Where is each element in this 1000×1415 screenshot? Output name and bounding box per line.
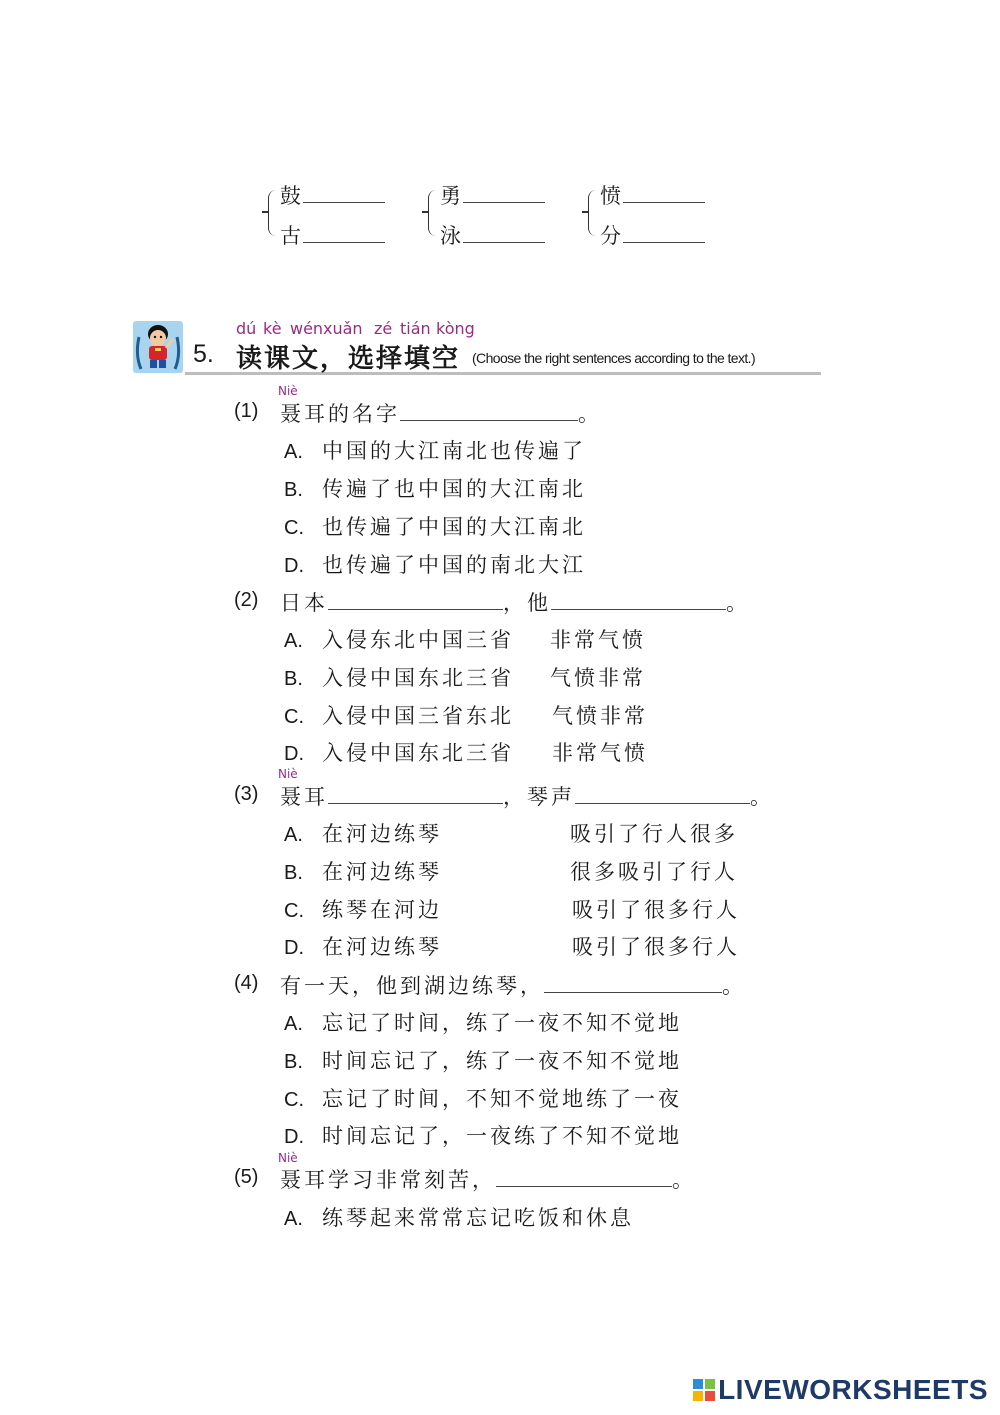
question-2-number: (2) [234, 589, 259, 611]
q4-option-b[interactable]: B. 时间忘记了，练了一夜不知不觉地 [284, 1049, 682, 1073]
q3-option-c[interactable]: C. 练琴在河边 吸引了很多行人 [284, 898, 740, 922]
liveworksheets-brand: LIVEWORKSHEETS [718, 1374, 988, 1405]
question-3-number: (3) [234, 783, 259, 805]
q1-option-d[interactable]: D. 也传遍了中国的南北大江 [284, 553, 586, 577]
q4-option-a[interactable]: A. 忘记了时间，练了一夜不知不觉地 [284, 1011, 682, 1035]
blank-q4[interactable] [544, 972, 722, 993]
q2-option-b[interactable]: B. 入侵中国东北三省 气愤非常 [284, 666, 646, 690]
q1-option-b[interactable]: B. 传遍了也中国的大江南北 [284, 477, 586, 501]
group-2-bottom-char: 泳 [440, 224, 461, 248]
question-1-number: (1) [234, 400, 259, 422]
q2-option-a[interactable]: A. 入侵东北中国三省 非常气愤 [284, 628, 646, 652]
group-1-top-char: 鼓 [280, 184, 301, 208]
pinyin-ze: zé [374, 319, 393, 338]
pinyin-kong: kòng [436, 319, 475, 338]
ruby-nie: Niè [278, 1151, 298, 1165]
brace-icon [588, 190, 597, 236]
ruby-nie: Niè [278, 767, 298, 781]
pinyin-du: dú [236, 319, 257, 338]
q3-option-b[interactable]: B. 在河边练琴 很多吸引了行人 [284, 860, 738, 884]
pinyin-xuan: xuǎn [323, 319, 363, 338]
q2-option-c[interactable]: C. 入侵中国三省东北 气愤非常 [284, 704, 648, 728]
blank-group-1-bottom[interactable] [303, 224, 385, 243]
section-title: 读课文，选择填空 [236, 344, 461, 374]
blank-q1[interactable] [400, 400, 578, 421]
blank-q3-first[interactable] [328, 783, 503, 804]
group-2-top-char: 勇 [440, 184, 461, 208]
question-4-stem: 有一天，他到湖边练琴， 。 [280, 974, 746, 998]
group-3-top-char: 愤 [600, 184, 621, 208]
word-group-3 [588, 178, 718, 248]
q3-option-a[interactable]: A. 在河边练琴 吸引了行人很多 [284, 822, 738, 846]
q4-option-d[interactable]: D. 时间忘记了，一夜练了不知不觉地 [284, 1124, 682, 1148]
liveworksheets-icon [693, 1379, 715, 1401]
blank-group-2-top[interactable] [463, 184, 545, 203]
brace-icon [428, 190, 437, 236]
brace-icon [268, 190, 277, 236]
question-1-stem: 聂耳的名字 。 [280, 402, 602, 426]
question-4-number: (4) [234, 972, 259, 994]
pinyin-ke: kè [263, 319, 282, 338]
blank-q5[interactable] [496, 1166, 672, 1187]
word-group-2 [428, 178, 558, 248]
blank-group-2-bottom[interactable] [463, 224, 545, 243]
blank-q2-second[interactable] [551, 589, 726, 610]
question-3-stem: 聂耳 ，琴声 。 [280, 785, 774, 809]
question-5-number: (5) [234, 1166, 259, 1188]
q5-option-a[interactable]: A. 练琴起来常常忘记吃饭和休息 [284, 1206, 634, 1230]
question-2-stem: 日本 ，他 。 [280, 591, 750, 615]
group-1-bottom-char: 古 [280, 224, 301, 248]
q3-option-d[interactable]: D. 在河边练琴 吸引了很多行人 [284, 935, 740, 959]
blank-group-3-top[interactable] [623, 184, 705, 203]
group-3-bottom-char: 分 [600, 224, 621, 248]
blank-q2-first[interactable] [328, 589, 503, 610]
blank-group-3-bottom[interactable] [623, 224, 705, 243]
pinyin-wen: wén [290, 319, 324, 338]
student-cartoon-icon [133, 321, 183, 373]
q2-option-d[interactable]: D. 入侵中国东北三省 非常气愤 [284, 741, 648, 765]
blank-group-1-top[interactable] [303, 184, 385, 203]
q4-option-c[interactable]: C. 忘记了时间，不知不觉地练了一夜 [284, 1087, 682, 1111]
pinyin-tian: tián [400, 319, 431, 338]
blank-q3-second[interactable] [575, 783, 750, 804]
section-number: 5. [193, 340, 214, 368]
q1-option-c[interactable]: C. 也传遍了中国的大江南北 [284, 515, 586, 539]
liveworksheets-logo [693, 1374, 988, 1406]
question-5-stem: 聂耳学习非常刻苦， 。 [280, 1168, 696, 1192]
ruby-nie: Niè [278, 384, 298, 398]
section-instruction: (Choose the right sentences according to the text.) [472, 350, 756, 366]
word-group-1 [268, 178, 398, 248]
q1-option-a[interactable]: A. 中国的大江南北也传遍了 [284, 439, 586, 463]
